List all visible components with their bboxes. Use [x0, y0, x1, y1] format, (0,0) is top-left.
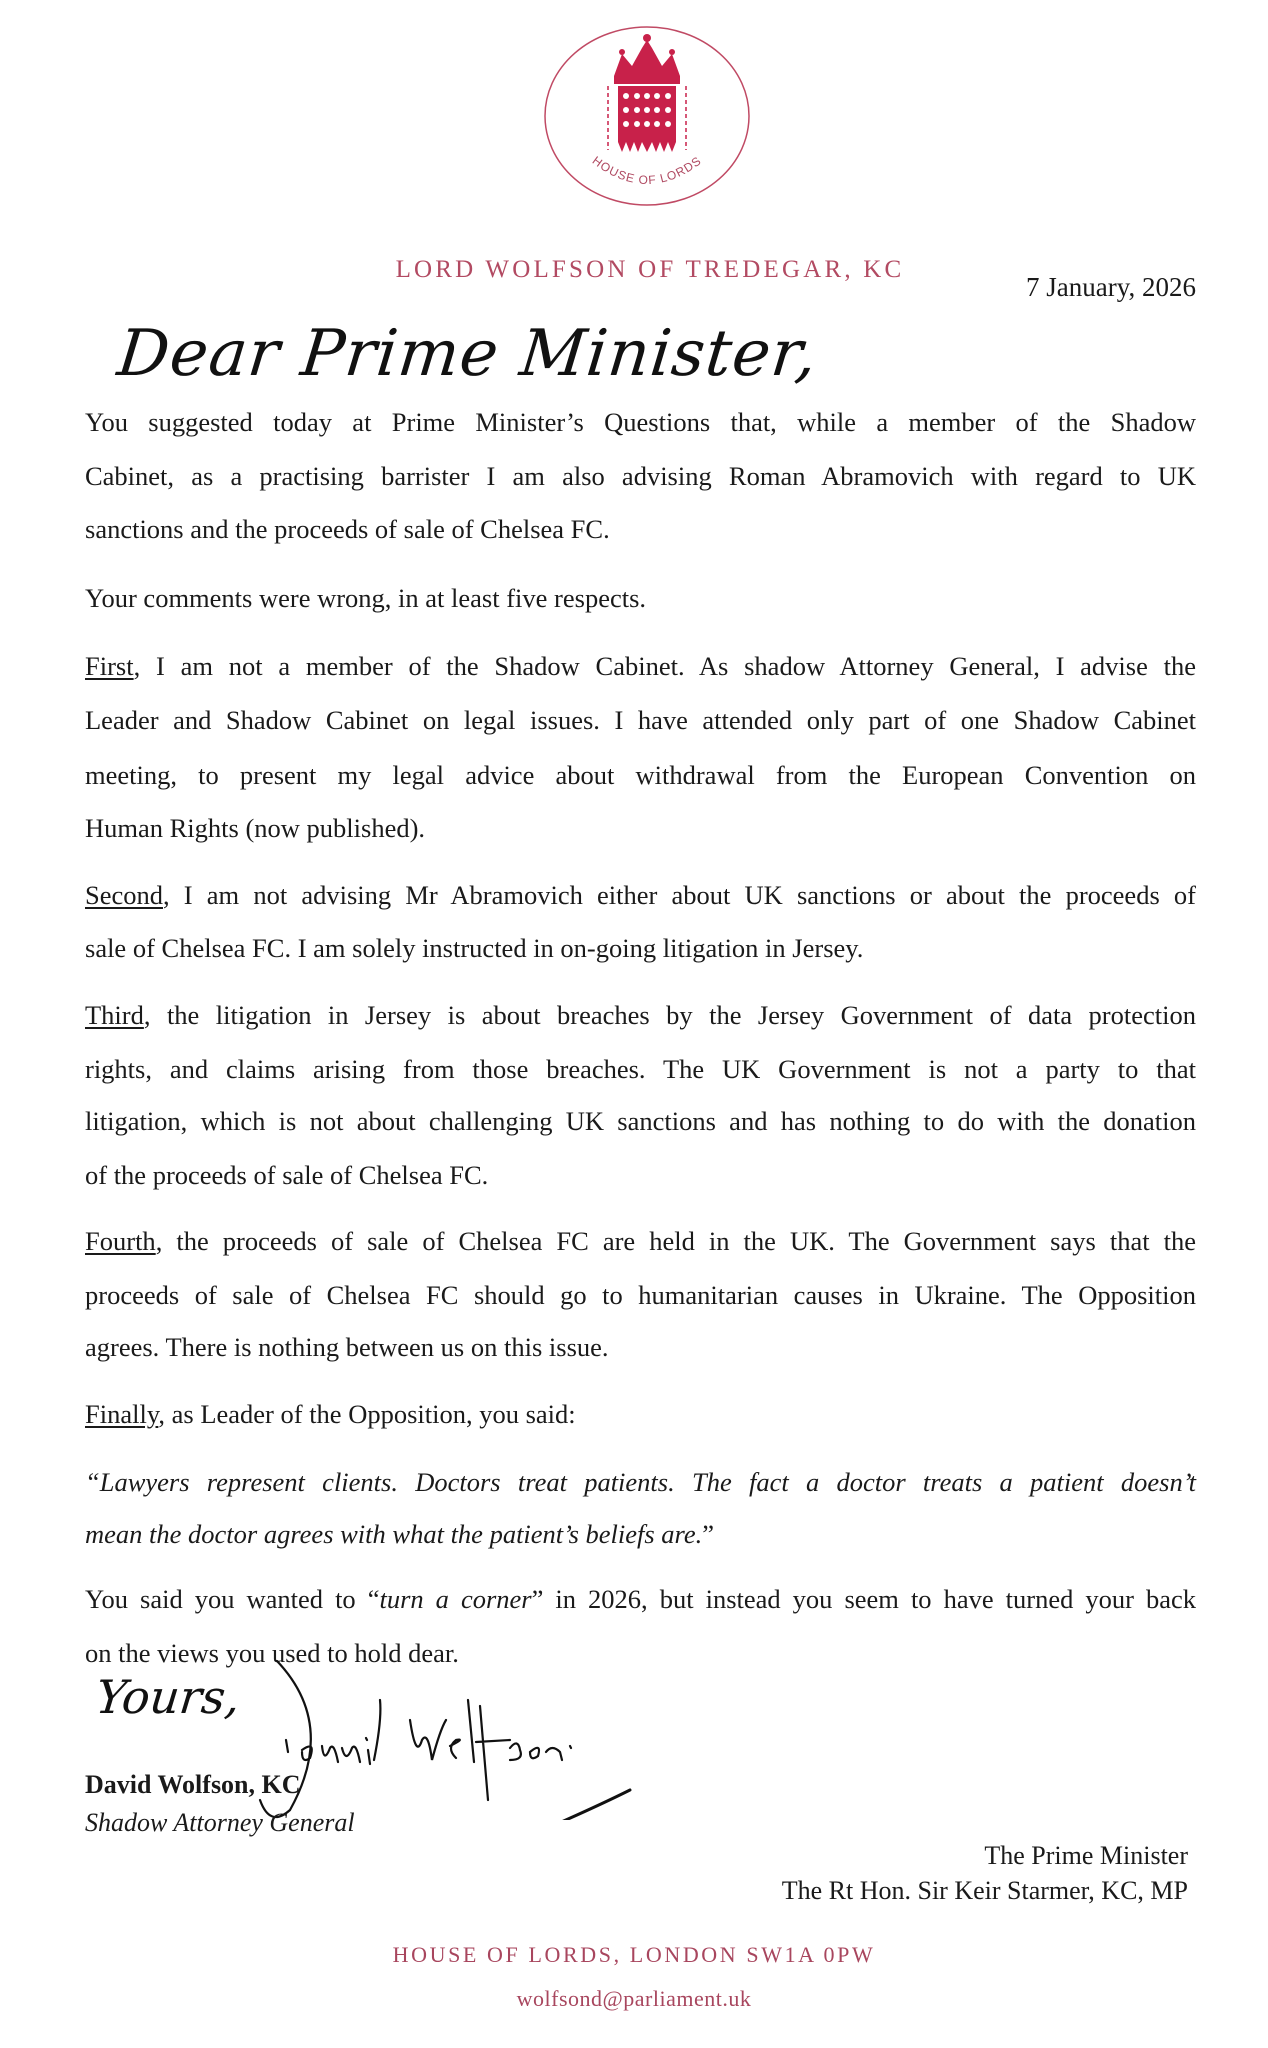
body-text: rights, and claims arising from those breaches. The UK Government is not a party to that	[85, 1054, 1196, 1084]
paragraph-6-line	[85, 1279, 1196, 1311]
paragraph-4-line	[85, 879, 1196, 911]
body-text: sale of Chelsea FC. I am solely instructed in on-going litigation in Jersey.	[85, 933, 864, 963]
recipient-title: The Prime Minister	[984, 1841, 1188, 1870]
body-text: meeting, to present my legal advice about withdrawal from the European Convention on	[85, 760, 1196, 790]
letterhead-name: LORD WOLFSON OF TREDEGAR, KC	[395, 256, 905, 283]
paragraph-3-line	[85, 812, 1196, 844]
paragraph-1-line	[85, 406, 1196, 438]
body-text: ”	[702, 1519, 715, 1549]
quoted-text: mean the doctor agrees with what the patient’s beliefs are.	[85, 1519, 703, 1549]
paragraph-6-line	[85, 1331, 1196, 1363]
paragraph-3-line	[85, 759, 1196, 791]
body-text: agrees. There is nothing between us on this issue.	[85, 1332, 609, 1362]
paragraph-2-line	[85, 582, 1196, 614]
body-text: You suggested today at Prime Minister’s Questions that, while a member of the Shadow	[85, 407, 1196, 437]
quoted-text: turn a corner	[379, 1584, 532, 1614]
handwritten-closing: Yours,	[93, 1670, 243, 1724]
paragraph-7-line	[85, 1398, 1196, 1430]
body-text: Human Rights (now published).	[85, 813, 426, 843]
paragraph-8-line	[85, 1518, 1196, 1550]
body-text: You said you wanted to “	[85, 1584, 380, 1614]
paragraph-3-line	[85, 704, 1196, 736]
paragraph-1-line	[85, 460, 1196, 492]
paragraph-5-line	[85, 1159, 1196, 1191]
house-of-lords-crest-logo	[542, 24, 752, 208]
body-text: Your comments were wrong, in at least five respects.	[85, 583, 647, 613]
footer-email[interactable]: wolfsond@parliament.uk	[516, 1986, 752, 2011]
body-text: sanctions and the proceeds of sale of Chelsea FC.	[85, 514, 610, 544]
body-text: , the litigation in Jersey is about breaches by the Jersey Government of data protection	[143, 1000, 1196, 1030]
paragraph-1-line	[85, 513, 1196, 545]
body-text: , as Leader of the Opposition, you said:	[158, 1399, 576, 1429]
paragraph-5-line	[85, 1105, 1196, 1137]
body-text: on the views you used to hold dear.	[85, 1638, 459, 1668]
handwritten-salutation: Dear Prime Minister,	[114, 317, 822, 391]
point-heading: First	[85, 651, 134, 681]
paragraph-9-line	[85, 1583, 1196, 1615]
paragraph-3-line	[85, 650, 1196, 682]
footer-address: HOUSE OF LORDS, LONDON SW1A 0PW	[392, 1942, 876, 1967]
point-heading: Third	[85, 1000, 144, 1030]
paragraph-6-line	[85, 1225, 1196, 1257]
paragraph-4-line	[85, 932, 1196, 964]
point-heading: Finally	[85, 1399, 159, 1429]
body-text: of the proceeds of sale of Chelsea FC.	[85, 1160, 489, 1190]
body-text: ” in 2026, but instead you seem to have turned your back	[531, 1584, 1196, 1614]
paragraph-5-line	[85, 999, 1196, 1031]
svg-text:HOUSE OF LORDS	[590, 153, 704, 187]
paragraph-8-line	[85, 1466, 1196, 1498]
body-text: , I am not advising Mr Abramovich either about UK sanctions or about the proceeds of	[163, 880, 1196, 910]
letter-date: 7 January, 2026	[1026, 272, 1196, 302]
body-text: proceeds of sale of Chelsea FC should go to humanitarian causes in Ukraine. The Opposition	[85, 1280, 1196, 1310]
crest-text: HOUSE OF LORDS	[589, 153, 705, 188]
point-heading: Fourth	[85, 1226, 156, 1256]
point-heading: Second	[85, 880, 164, 910]
body-text: Cabinet, as a practising barrister I am also advising Roman Abramovich with regard to UK	[85, 461, 1196, 491]
signer-title: Shadow Attorney General	[85, 1808, 355, 1837]
body-text: Leader and Shadow Cabinet on legal issues. I have attended only part of one Shadow Cabinet	[85, 705, 1196, 735]
recipient-name: The Rt Hon. Sir Keir Starmer, KC, MP	[781, 1876, 1188, 1905]
body-text: , I am not a member of the Shadow Cabinet. As shadow Attorney General, I advise the	[133, 651, 1196, 681]
body-text: , the proceeds of sale of Chelsea FC are held in the UK. The Government says that the	[155, 1226, 1196, 1256]
quoted-text: “Lawyers represent clients. Doctors treat patients. The fact a doctor treats a patient doesn’t	[85, 1467, 1196, 1497]
paragraph-5-line	[85, 1053, 1196, 1085]
signer-name: David Wolfson, KC	[85, 1770, 301, 1799]
body-text: litigation, which is not about challenging UK sanctions and has nothing to do with the donation	[85, 1106, 1196, 1136]
